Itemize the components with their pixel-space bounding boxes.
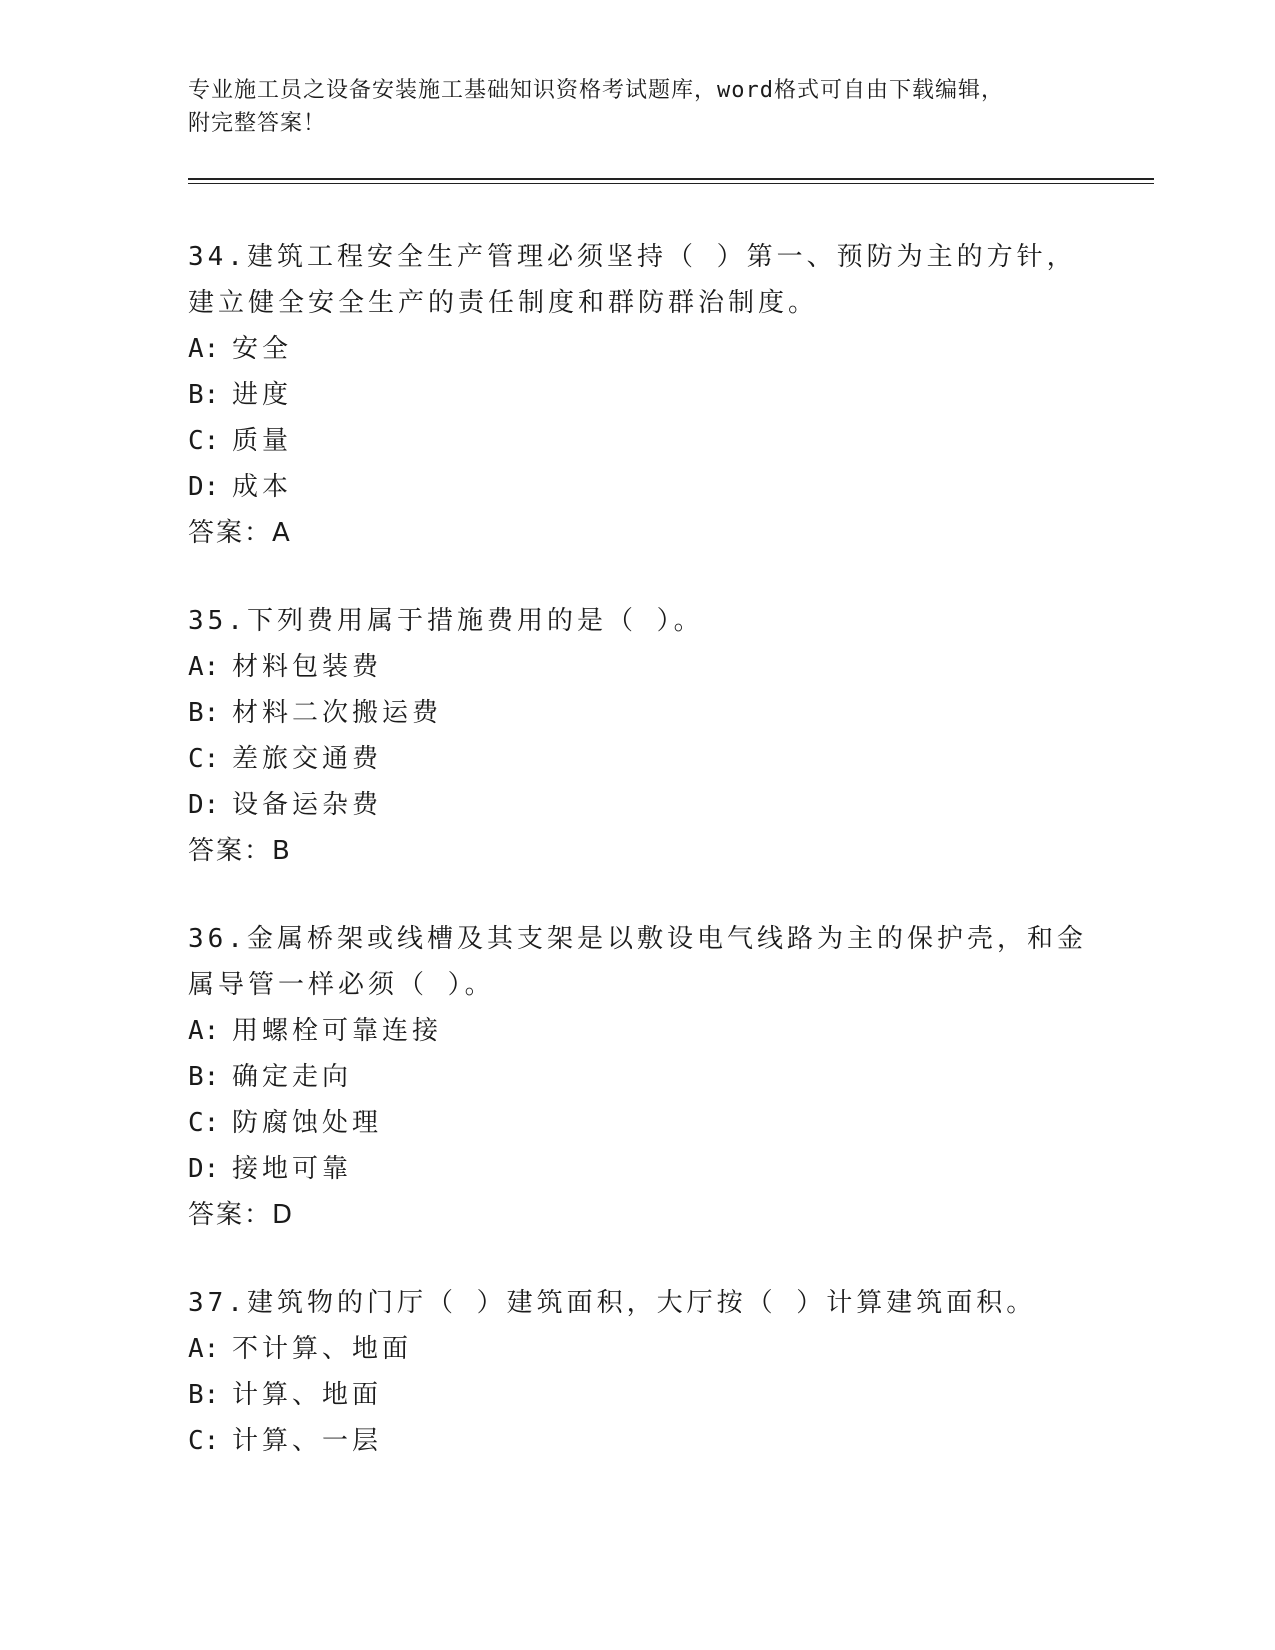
answer-line: 答案：B [188, 836, 292, 866]
option-key: A: [188, 1334, 220, 1364]
question-35 [188, 598, 1088, 874]
option-text: 不计算、地面 [232, 1334, 413, 1364]
option-key: D: [188, 1154, 220, 1184]
option-key: B: [188, 698, 220, 728]
option-text: 计算、一层 [232, 1426, 383, 1456]
option-text: 设备运杂费 [232, 790, 383, 820]
option-text: 质量 [232, 426, 293, 456]
header-divider-thin [188, 183, 1154, 184]
answer-line: 答案：D [188, 1200, 295, 1230]
question-36 [188, 916, 1088, 1238]
option-a [188, 644, 1088, 690]
option-text: 计算、地面 [232, 1380, 383, 1410]
document-header [188, 74, 1068, 140]
question-stem: 35.下列费用属于措施费用的是（ ）。 [188, 606, 704, 636]
option-text: 成本 [232, 472, 293, 502]
question-stem: 36.金属桥架或线槽及其支架是以敷设电气线路为主的保护壳，和金属导管一样必须（ ）。 [188, 924, 1087, 1000]
option-text: 材料二次搬运费 [232, 698, 443, 728]
option-key: C: [188, 1426, 220, 1456]
option-key: A: [188, 1016, 220, 1046]
question-stem: 34.建筑工程安全生产管理必须坚持（ ）第一、预防为主的方针，建立健全安全生产的责任制度和群防群治制度。 [188, 242, 1077, 318]
option-text: 用螺栓可靠连接 [232, 1016, 443, 1046]
header-divider-thick [188, 178, 1154, 180]
header-line-1: 专业施工员之设备安装施工基础知识资格考试题库，word格式可自由下载编辑， [188, 78, 1004, 103]
option-b [188, 1054, 1088, 1100]
option-key: C: [188, 426, 220, 456]
option-b [188, 1372, 1088, 1418]
option-key: B: [188, 1062, 220, 1092]
question-stem: 37.建筑物的门厅（ ）建筑面积，大厅按（ ）计算建筑面积。 [188, 1288, 1037, 1318]
option-key: B: [188, 1380, 220, 1410]
option-text: 安全 [232, 334, 293, 364]
option-key: A: [188, 334, 220, 364]
option-key: B: [188, 380, 220, 410]
question-34 [188, 234, 1088, 556]
option-c [188, 736, 1088, 782]
option-key: D: [188, 472, 220, 502]
option-c [188, 1100, 1088, 1146]
option-c [188, 418, 1088, 464]
option-text: 接地可靠 [232, 1154, 353, 1184]
option-key: A: [188, 652, 220, 682]
option-text: 材料包装费 [232, 652, 383, 682]
option-text: 防腐蚀处理 [232, 1108, 383, 1138]
option-a [188, 326, 1088, 372]
option-text: 差旅交通费 [232, 744, 383, 774]
option-b [188, 372, 1088, 418]
option-d [188, 1146, 1088, 1192]
option-a [188, 1326, 1088, 1372]
option-b [188, 690, 1088, 736]
answer-line: 答案：A [188, 518, 292, 548]
option-d [188, 464, 1088, 510]
option-a [188, 1008, 1088, 1054]
option-text: 进度 [232, 380, 293, 410]
option-c [188, 1418, 1088, 1464]
option-key: C: [188, 744, 220, 774]
option-key: C: [188, 1108, 220, 1138]
question-37 [188, 1280, 1088, 1464]
option-d [188, 782, 1088, 828]
option-text: 确定走向 [232, 1062, 353, 1092]
header-line-2: 附完整答案！ [188, 111, 327, 136]
option-key: D: [188, 790, 220, 820]
